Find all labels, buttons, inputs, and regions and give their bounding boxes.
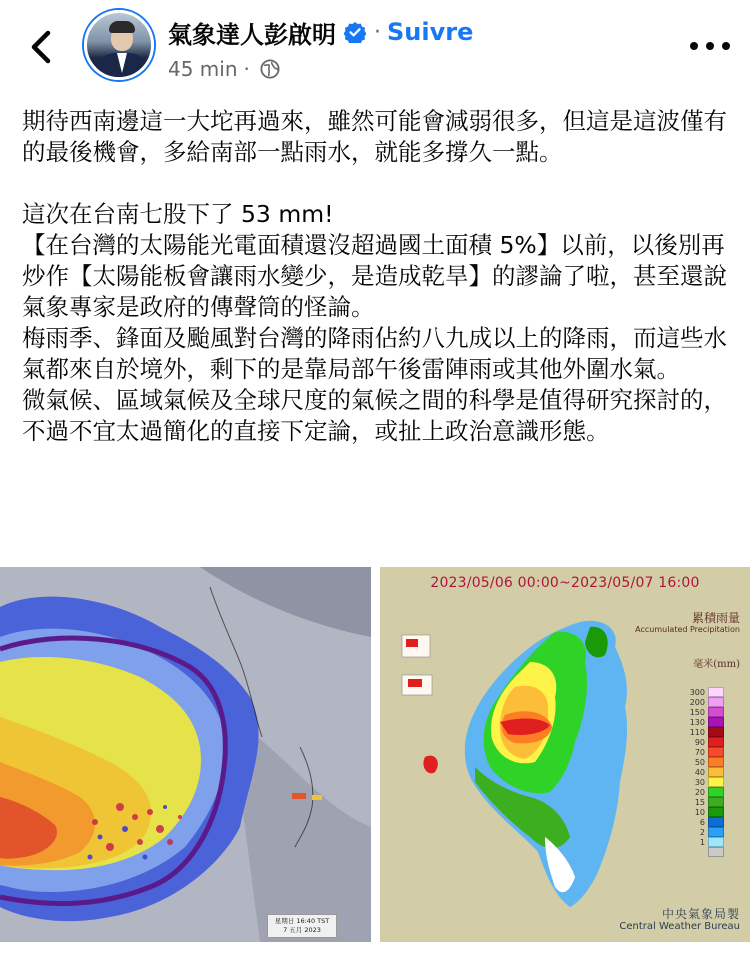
post-line: 梅雨季、鋒面及颱風對台灣的降雨佔約八九成以上的降雨，而這些水氣都來自於境外，剩下的是靠局部午後雷陣雨或其他外圍水氣。 — [22, 324, 727, 383]
post-meta — [168, 56, 280, 82]
legend-level-label: 200 — [689, 697, 705, 707]
legend-level-label: 10 — [694, 807, 705, 817]
author-name[interactable]: 氣象達人彭啟明 — [168, 20, 336, 49]
author-row — [168, 14, 473, 50]
avatar[interactable] — [84, 10, 154, 80]
post-line: 【在台灣的太陽能光電面積還沒超過國土面積 5%】以前，以後別再炒作【太陽能板會讓雨水變少，是造成乾旱】的謬論了啦，甚至還說氣象專家是政府的傳聲筒的怪論。 — [22, 231, 727, 321]
legend-level-label: 1 — [699, 837, 705, 847]
legend-row — [680, 807, 730, 817]
radar-satellite-image[interactable] — [0, 567, 371, 942]
legend-swatch — [708, 767, 724, 777]
separator-dot: · — [374, 19, 381, 45]
legend-level-label: 130 — [689, 717, 705, 727]
rainfall-legend — [680, 687, 730, 857]
follow-button[interactable]: Suivre — [387, 18, 474, 46]
bureau-name-en: Central Weather Bureau — [619, 921, 740, 932]
radar-graphic — [0, 567, 371, 942]
legend-level-label: 20 — [694, 787, 705, 797]
legend-swatch — [708, 827, 724, 837]
legend-swatch — [708, 757, 724, 767]
legend-row — [680, 747, 730, 757]
legend-swatch — [708, 807, 724, 817]
legend-swatch — [708, 687, 724, 697]
bureau-name-cn: 中央氣象局製 — [661, 907, 740, 921]
legend-swatch — [708, 837, 724, 847]
legend-swatch — [708, 787, 724, 797]
legend-level-label: 15 — [694, 797, 705, 807]
legend-level-label: 40 — [694, 767, 705, 777]
map-date-range: 2023/05/06 00:00~2023/05/07 16:00 — [430, 575, 700, 591]
legend-swatch — [708, 747, 724, 757]
post-timestamp[interactable]: 45 min — [168, 57, 238, 81]
legend-row — [680, 757, 730, 767]
legend-row — [680, 827, 730, 837]
radar-timestamp: 星期日 16:40 TST 7 五月 2023 — [267, 914, 337, 938]
legend-title: 累積雨量 — [691, 611, 740, 625]
post-line: 微氣候、區域氣候及全球尺度的氣候之間的科學是值得研究探討的，不過不宜太過簡化的直接下定論，或扯上政治意識形態。 — [22, 386, 727, 445]
legend-row — [680, 737, 730, 747]
globe-icon — [260, 59, 280, 79]
legend-swatch — [708, 847, 724, 857]
post-header — [0, 0, 750, 95]
legend-subtitle: Accumulated Precipitation — [635, 625, 740, 634]
legend-swatch — [708, 697, 724, 707]
post-images — [0, 567, 750, 942]
legend-level-label: 50 — [694, 757, 705, 767]
legend-level-label: 90 — [694, 737, 705, 747]
legend-swatch — [708, 707, 724, 717]
legend-level-label: 2 — [699, 827, 705, 837]
meta-separator: · — [243, 57, 250, 81]
verified-badge-icon — [344, 21, 366, 43]
legend-level-label: 30 — [694, 777, 705, 787]
legend-row — [680, 767, 730, 777]
legend-level-label: 110 — [689, 727, 705, 737]
legend-swatch — [708, 777, 724, 787]
legend-level-label: 70 — [694, 747, 705, 757]
post-divider — [0, 952, 750, 959]
legend-row — [680, 697, 730, 707]
post-line: 這次在台南七股下了 53 mm! — [22, 200, 334, 228]
legend-swatch — [708, 727, 724, 737]
legend-row — [680, 797, 730, 807]
post-body — [22, 106, 728, 447]
legend-row — [680, 817, 730, 827]
legend-swatch — [708, 737, 724, 747]
chevron-left-icon[interactable] — [26, 28, 60, 66]
legend-row — [680, 707, 730, 717]
post-paragraph: 期待西南邊這一大坨再過來，雖然可能會減弱很多，但這是這波僅有的最後機會，多給南部一點雨水，就能多撐久一點。 — [22, 107, 727, 166]
legend-swatch — [708, 817, 724, 827]
legend-swatch — [708, 797, 724, 807]
legend-row — [680, 787, 730, 797]
legend-unit: 毫米(mm) — [693, 659, 740, 670]
more-options-icon[interactable] — [690, 34, 730, 58]
legend-row — [680, 727, 730, 737]
legend-level-label: 150 — [689, 707, 705, 717]
legend-row — [680, 837, 730, 847]
legend-level-label: 6 — [699, 817, 705, 827]
legend-level-label: 300 — [689, 687, 705, 697]
legend-row — [680, 717, 730, 727]
legend-row — [680, 777, 730, 787]
legend-swatch — [708, 717, 724, 727]
rainfall-map-image[interactable] — [380, 567, 750, 942]
legend-row — [680, 687, 730, 697]
legend-row — [680, 847, 730, 857]
